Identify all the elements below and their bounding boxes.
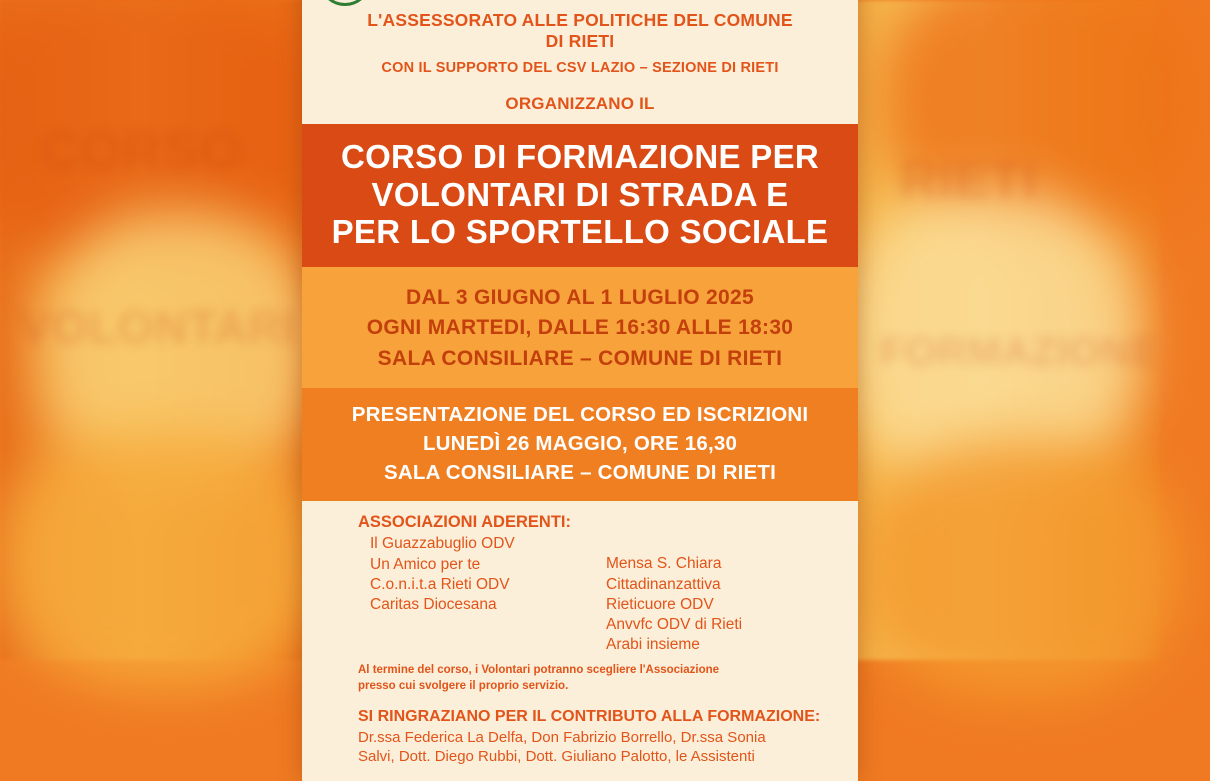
list-item: Cittadinanzattiva: [606, 575, 721, 593]
background-ghost-text: VOLONTARI: [20, 301, 297, 353]
presentation-band: [302, 388, 858, 501]
course-title-line1: CORSO DI FORMAZIONE PER: [340, 138, 820, 175]
list-item: Il Guazzabuglio ODV: [370, 535, 515, 553]
background-ghost-text: CORSO: [40, 121, 244, 181]
associations-block: [302, 501, 858, 780]
rieti-city-crest-icon: [320, 0, 364, 2]
presentation-line2: LUNEDÌ 26 MAGGIO, ORE 16,30: [422, 432, 738, 456]
background-blob: [0, 430, 330, 690]
list-item: Rieticuore ODV: [606, 595, 714, 613]
associations-note: [358, 663, 828, 694]
thanks-line1: Dr.ssa Federica La Delfa, Don Fabrizio Borrello, Dr.ssa Sonia: [358, 729, 766, 747]
thanks-text: [358, 728, 828, 766]
associations-column-right: [606, 534, 828, 655]
list-item: Arabi insieme: [606, 636, 700, 654]
associations-heading: ASSOCIAZIONI ADERENTI:: [358, 513, 571, 532]
list-item: Caritas Diocesana: [370, 595, 497, 613]
poster-panel: [302, 0, 858, 781]
intro-line2: DI RIETI: [545, 31, 615, 51]
associations-columns: [358, 534, 828, 655]
dates-line1: DAL 3 GIUGNO AL 1 LUGLIO 2025: [406, 285, 754, 309]
presentation-venue: SALA CONSILIARE – COMUNE DI RIETI: [384, 461, 776, 485]
associations-note-line1: Al termine del corso, i Volontari potranno scegliere l'Associazione: [358, 664, 720, 677]
background-blob: [860, 440, 1180, 700]
course-title-band: [302, 124, 858, 267]
dates-band: [302, 267, 858, 388]
intro-support-line: CON IL SUPPORTO DEL CSV LAZIO – SEZIONE DI RIETI: [381, 60, 779, 76]
thanks-heading: SI RINGRAZIANO PER IL CONTRIBUTO ALLA FORMAZIONE:: [358, 708, 821, 726]
dates-line2: OGNI MARTEDI, DALLE 16:30 ALLE 18:30: [366, 316, 794, 340]
list-item: C.o.n.i.t.a Rieti ODV: [370, 575, 510, 593]
dates-venue: SALA CONSILIARE – COMUNE DI RIETI: [377, 346, 783, 370]
presentation-line1: PRESENTAZIONE DEL CORSO ED ISCRIZIONI: [351, 403, 809, 427]
background-ghost-text: FORMAZIONE: [880, 330, 1159, 374]
list-item: Anvvfc ODV di Rieti: [606, 615, 743, 633]
thanks-line2: Salvi, Dott. Diego Rubbi, Dott. Giuliano Palotto, le Assistenti: [358, 748, 755, 766]
list-item: Un Amico per te: [370, 555, 481, 573]
intro-block: [302, 4, 858, 124]
city-logo: [320, 0, 583, 2]
course-title-line2: VOLONTARI DI STRADA E: [371, 175, 789, 213]
associations-note-line2: presso cui svolgere il proprio servizio.: [358, 679, 569, 692]
intro-line1: L'ASSESSORATO ALLE POLITICHE DEL COMUNE: [367, 10, 793, 30]
list-item: Mensa S. Chiara: [606, 555, 722, 573]
associations-column-left: [358, 534, 580, 655]
course-title-line3: PER LO SPORTELLO SOCIALE: [331, 213, 829, 251]
background-ghost-text: RIETI: [900, 151, 1038, 209]
intro-organize-line: ORGANIZZANO IL: [505, 94, 655, 113]
